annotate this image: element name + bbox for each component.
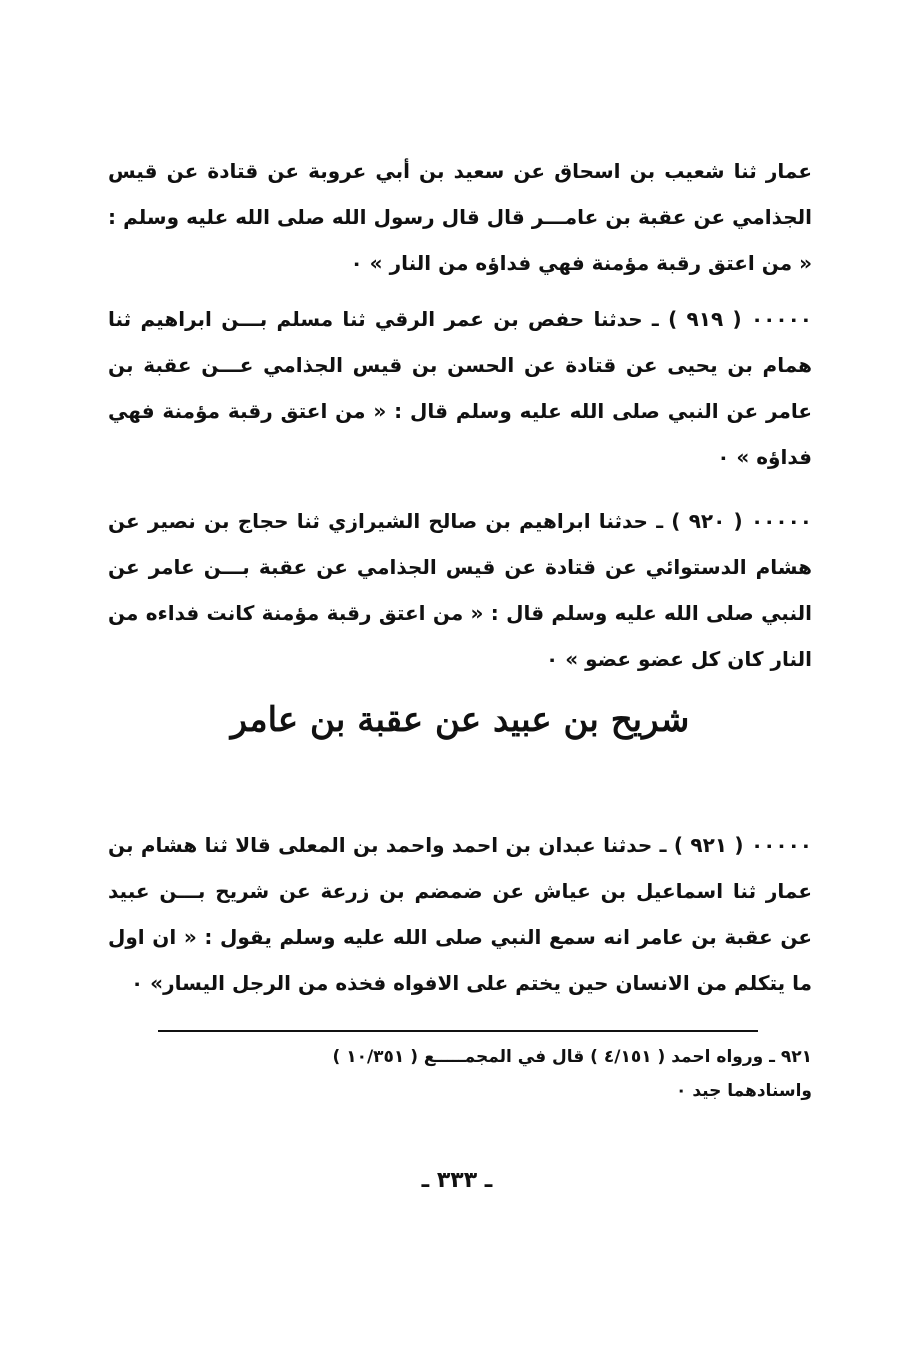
hadith-paragraph-920: ٠٠٠٠٠ ( ٩٢٠ ) ـ حدثنا ابراهيم بن صالح الشيرازي ثنا حجاج بن نصير عن هشام الدستوائي عن قتادة عن قيس الجذامي عن عقبة بـــن عامر عن النبي صلى الله عليه وسلم قال : « من اعتق رقبة مؤمنة كانت فداءه من النار كان كل عضو عضو » ٠ bbox=[108, 509, 812, 671]
footnote-line-2: واسنادهما جيد ٠ bbox=[676, 1081, 812, 1101]
hadith-paragraph-921: ٠٠٠٠٠ ( ٩٢١ ) ـ حدثنا عبدان بن احمد واحمد بن المعلى قالا ثنا هشام بن عمار ثنا اسماعيل بن عياش عن ضمضم بن زرعة عن شريح بـــن عبيد عن عقبة بن عامر انه سمع النبي صلى الله عليه وسلم يقول : « ان اول ما يتكلم من الانسان حين يختم على الافواه فخذه من الرجل اليسار» ٠ bbox=[108, 833, 812, 995]
hadith-paragraph-continuation: عمار ثنا شعيب بن اسحاق عن سعيد بن أبي عروبة عن قتادة عن قيس الجذامي عن عقبة بن عامـــر قال قال رسول الله صلى الله عليه وسلم : « من اعتق رقبة مؤمنة فهي فداؤه من النار » ٠ bbox=[108, 159, 812, 275]
section-heading: شريح بن عبيد عن عقبة بن عامر bbox=[230, 700, 690, 740]
hadith-paragraph-919: ٠٠٠٠٠ ( ٩١٩ ) ـ حدثنا حفص بن عمر الرقي ثنا مسلم بـــن ابراهيم ثنا همام بن يحيى عن قتادة عن الحسن بن قيس الجذامي عـــن عقبة بن عامر عن النبي صلى الله عليه وسلم قال : « من اعتق رقبة مؤمنة فهي فداؤه » ٠ bbox=[108, 307, 812, 469]
footnote-line-1: ٩٢١ ـ ورواه احمد ( ٤/١٥١ ) قال في المجمـــــع ( ١٠/٣٥١ ) bbox=[332, 1047, 812, 1067]
footnote-divider bbox=[158, 1030, 758, 1032]
page-number: ـ ٣٣٣ ـ bbox=[421, 1168, 493, 1193]
footnote bbox=[108, 1040, 812, 1108]
